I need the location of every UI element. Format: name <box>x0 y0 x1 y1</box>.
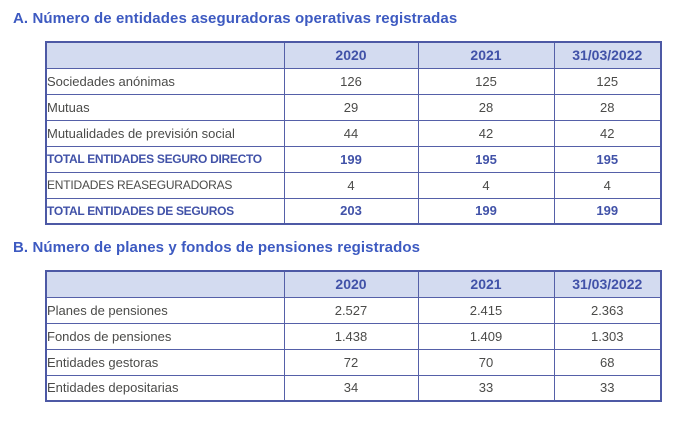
cell-value: 199 <box>284 146 418 172</box>
table-row <box>46 68 661 94</box>
cell-value: 33 <box>554 375 661 401</box>
table-row <box>46 375 661 401</box>
cell-value: 125 <box>554 68 661 94</box>
column-header-2020: 2020 <box>284 42 418 68</box>
column-header-2020: 2020 <box>284 271 418 297</box>
cell-value: 199 <box>418 198 554 224</box>
insurance-entities-table <box>45 41 662 225</box>
row-label: Entidades gestoras <box>46 349 284 375</box>
row-label: ENTIDADES REASEGURADORAS <box>46 172 284 198</box>
cell-value: 4 <box>418 172 554 198</box>
cell-value: 195 <box>418 146 554 172</box>
table-header-row <box>46 271 661 297</box>
cell-value: 44 <box>284 120 418 146</box>
pension-plans-funds-table <box>45 270 662 402</box>
section-b-title: B. Número de planes y fondos de pensiones registrados <box>13 239 421 256</box>
cell-value: 2.363 <box>554 297 661 323</box>
cell-value: 199 <box>554 198 661 224</box>
table-row <box>46 172 661 198</box>
cell-value: 126 <box>284 68 418 94</box>
cell-value: 195 <box>554 146 661 172</box>
cell-value: 29 <box>284 94 418 120</box>
table-row <box>46 349 661 375</box>
row-label: Fondos de pensiones <box>46 323 284 349</box>
column-header-2021: 2021 <box>418 42 554 68</box>
cell-value: 28 <box>418 94 554 120</box>
cell-value: 34 <box>284 375 418 401</box>
cell-value: 203 <box>284 198 418 224</box>
section-a-title: A. Número de entidades aseguradoras operativas registradas <box>13 10 458 27</box>
cell-value: 4 <box>284 172 418 198</box>
table-row <box>46 297 661 323</box>
cell-value: 2.527 <box>284 297 418 323</box>
cell-value: 4 <box>554 172 661 198</box>
column-header-2021: 2021 <box>418 271 554 297</box>
row-label: TOTAL ENTIDADES DE SEGUROS <box>46 198 284 224</box>
cell-value: 70 <box>418 349 554 375</box>
cell-value: 68 <box>554 349 661 375</box>
cell-value: 28 <box>554 94 661 120</box>
table-header-row <box>46 42 661 68</box>
empty-corner-cell <box>46 271 284 297</box>
table-row <box>46 94 661 120</box>
total-row-direct-insurance <box>46 146 661 172</box>
table-row <box>46 323 661 349</box>
table-row <box>46 120 661 146</box>
row-label: Mutuas <box>46 94 284 120</box>
cell-value: 1.438 <box>284 323 418 349</box>
cell-value: 125 <box>418 68 554 94</box>
section-pension-plans-funds <box>0 225 680 402</box>
column-header-31-03-2022: 31/03/2022 <box>554 271 661 297</box>
cell-value: 33 <box>418 375 554 401</box>
cell-value: 72 <box>284 349 418 375</box>
empty-corner-cell <box>46 42 284 68</box>
cell-value: 42 <box>418 120 554 146</box>
cell-value: 2.415 <box>418 297 554 323</box>
row-label: Entidades depositarias <box>46 375 284 401</box>
row-label: Planes de pensiones <box>46 297 284 323</box>
row-label: Sociedades anónimas <box>46 68 284 94</box>
cell-value: 1.409 <box>418 323 554 349</box>
cell-value: 1.303 <box>554 323 661 349</box>
row-label: Mutualidades de previsión social <box>46 120 284 146</box>
cell-value: 42 <box>554 120 661 146</box>
column-header-31-03-2022: 31/03/2022 <box>554 42 661 68</box>
total-row-insurance-entities <box>46 198 661 224</box>
row-label: TOTAL ENTIDADES SEGURO DIRECTO <box>46 146 284 172</box>
